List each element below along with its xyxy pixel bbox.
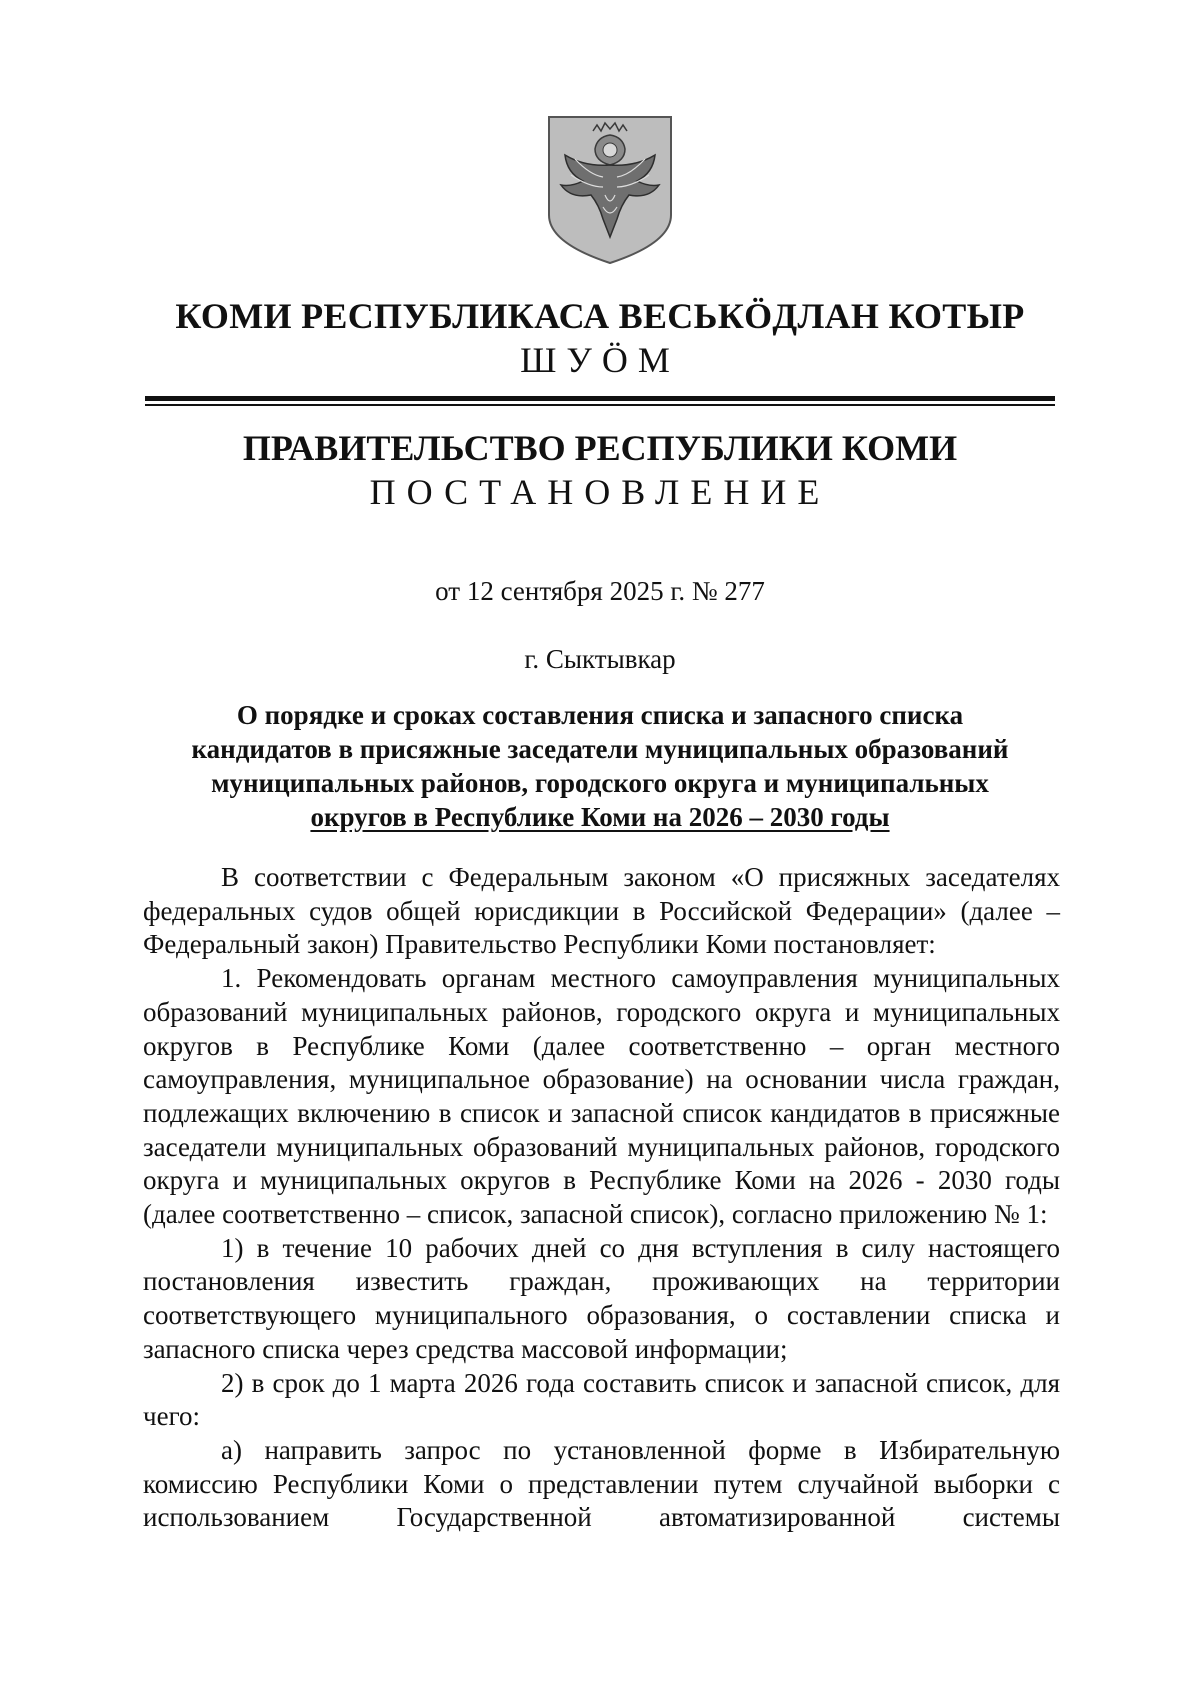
body-paragraph-preamble: В соответствии с Федеральным законом «О присяжных заседателях федеральных судов общей юрисдикции в Российской Федерации» (далее – Федеральный закон) Правительство Республики Коми постановляет: (143, 862, 1060, 960)
document-title (150, 698, 1050, 834)
header-divider-thin (145, 404, 1055, 406)
coat-of-arms-icon (545, 115, 675, 265)
ru-header-subtitle: ПОСТАНОВЛЕНИЕ (369, 472, 831, 512)
document-title-line-underlined: округов в Республике Коми на 2026 – 2030 годы (310, 802, 890, 832)
komi-header-title: КОМИ РЕСПУБЛИКАСА ВЕСЬКÖДЛАН КОТЫР (175, 296, 1025, 336)
document-date-number: от 12 сентября 2025 г. № 277 (435, 576, 765, 606)
komi-header-subtitle: ШУÖМ (520, 340, 680, 380)
document-body (143, 861, 1060, 1535)
document-title-line: О порядке и сроках составления списка и запасного списка (236, 700, 964, 730)
body-paragraph-subitem-a: а) направить запрос по установленной форме в Избирательную комиссию Республики Коми о представлении путем случайной выборки с использованием Государственной автоматизированной системы (143, 1434, 1060, 1533)
document-title-line: муниципальных районов, городского округа и муниципальных (211, 768, 989, 798)
document-city: г. Сыктывкар (524, 644, 676, 674)
ru-header-title: ПРАВИТЕЛЬСТВО РЕСПУБЛИКИ КОМИ (242, 428, 958, 468)
body-paragraph-item-1: 1. Рекомендовать органам местного самоуправления муниципальных образований муниципальных районов, городского округа и муниципальных округов в Республике Коми (далее соответственно – орган местного самоуправления, муниципальное образование) на основании числа граждан, подлежащих включению в список и запасной список кандидатов в присяжные заседатели муниципальных образований муниципальных районов, городского округа и муниципальных округов в Республике Коми на 2026 - 2030 годы (далее соответственно – список, запасной список), согласно приложению № 1: (143, 963, 1060, 1230)
body-paragraph-subitem-1: 1) в течение 10 рабочих дней со дня вступления в силу настоящего постановления известить граждан, проживающих на территории соответствующего муниципального образования, о составлении списка и запасного списка через средства массовой информации; (143, 1232, 1060, 1364)
body-paragraph-subitem-2: 2) в срок до 1 марта 2026 года составить список и запасной список, для чего: (143, 1367, 1060, 1432)
document-title-line (150, 800, 1050, 834)
header-divider-thick (145, 396, 1055, 401)
document-title-line: кандидатов в присяжные заседатели муниципальных образований (191, 734, 1009, 764)
